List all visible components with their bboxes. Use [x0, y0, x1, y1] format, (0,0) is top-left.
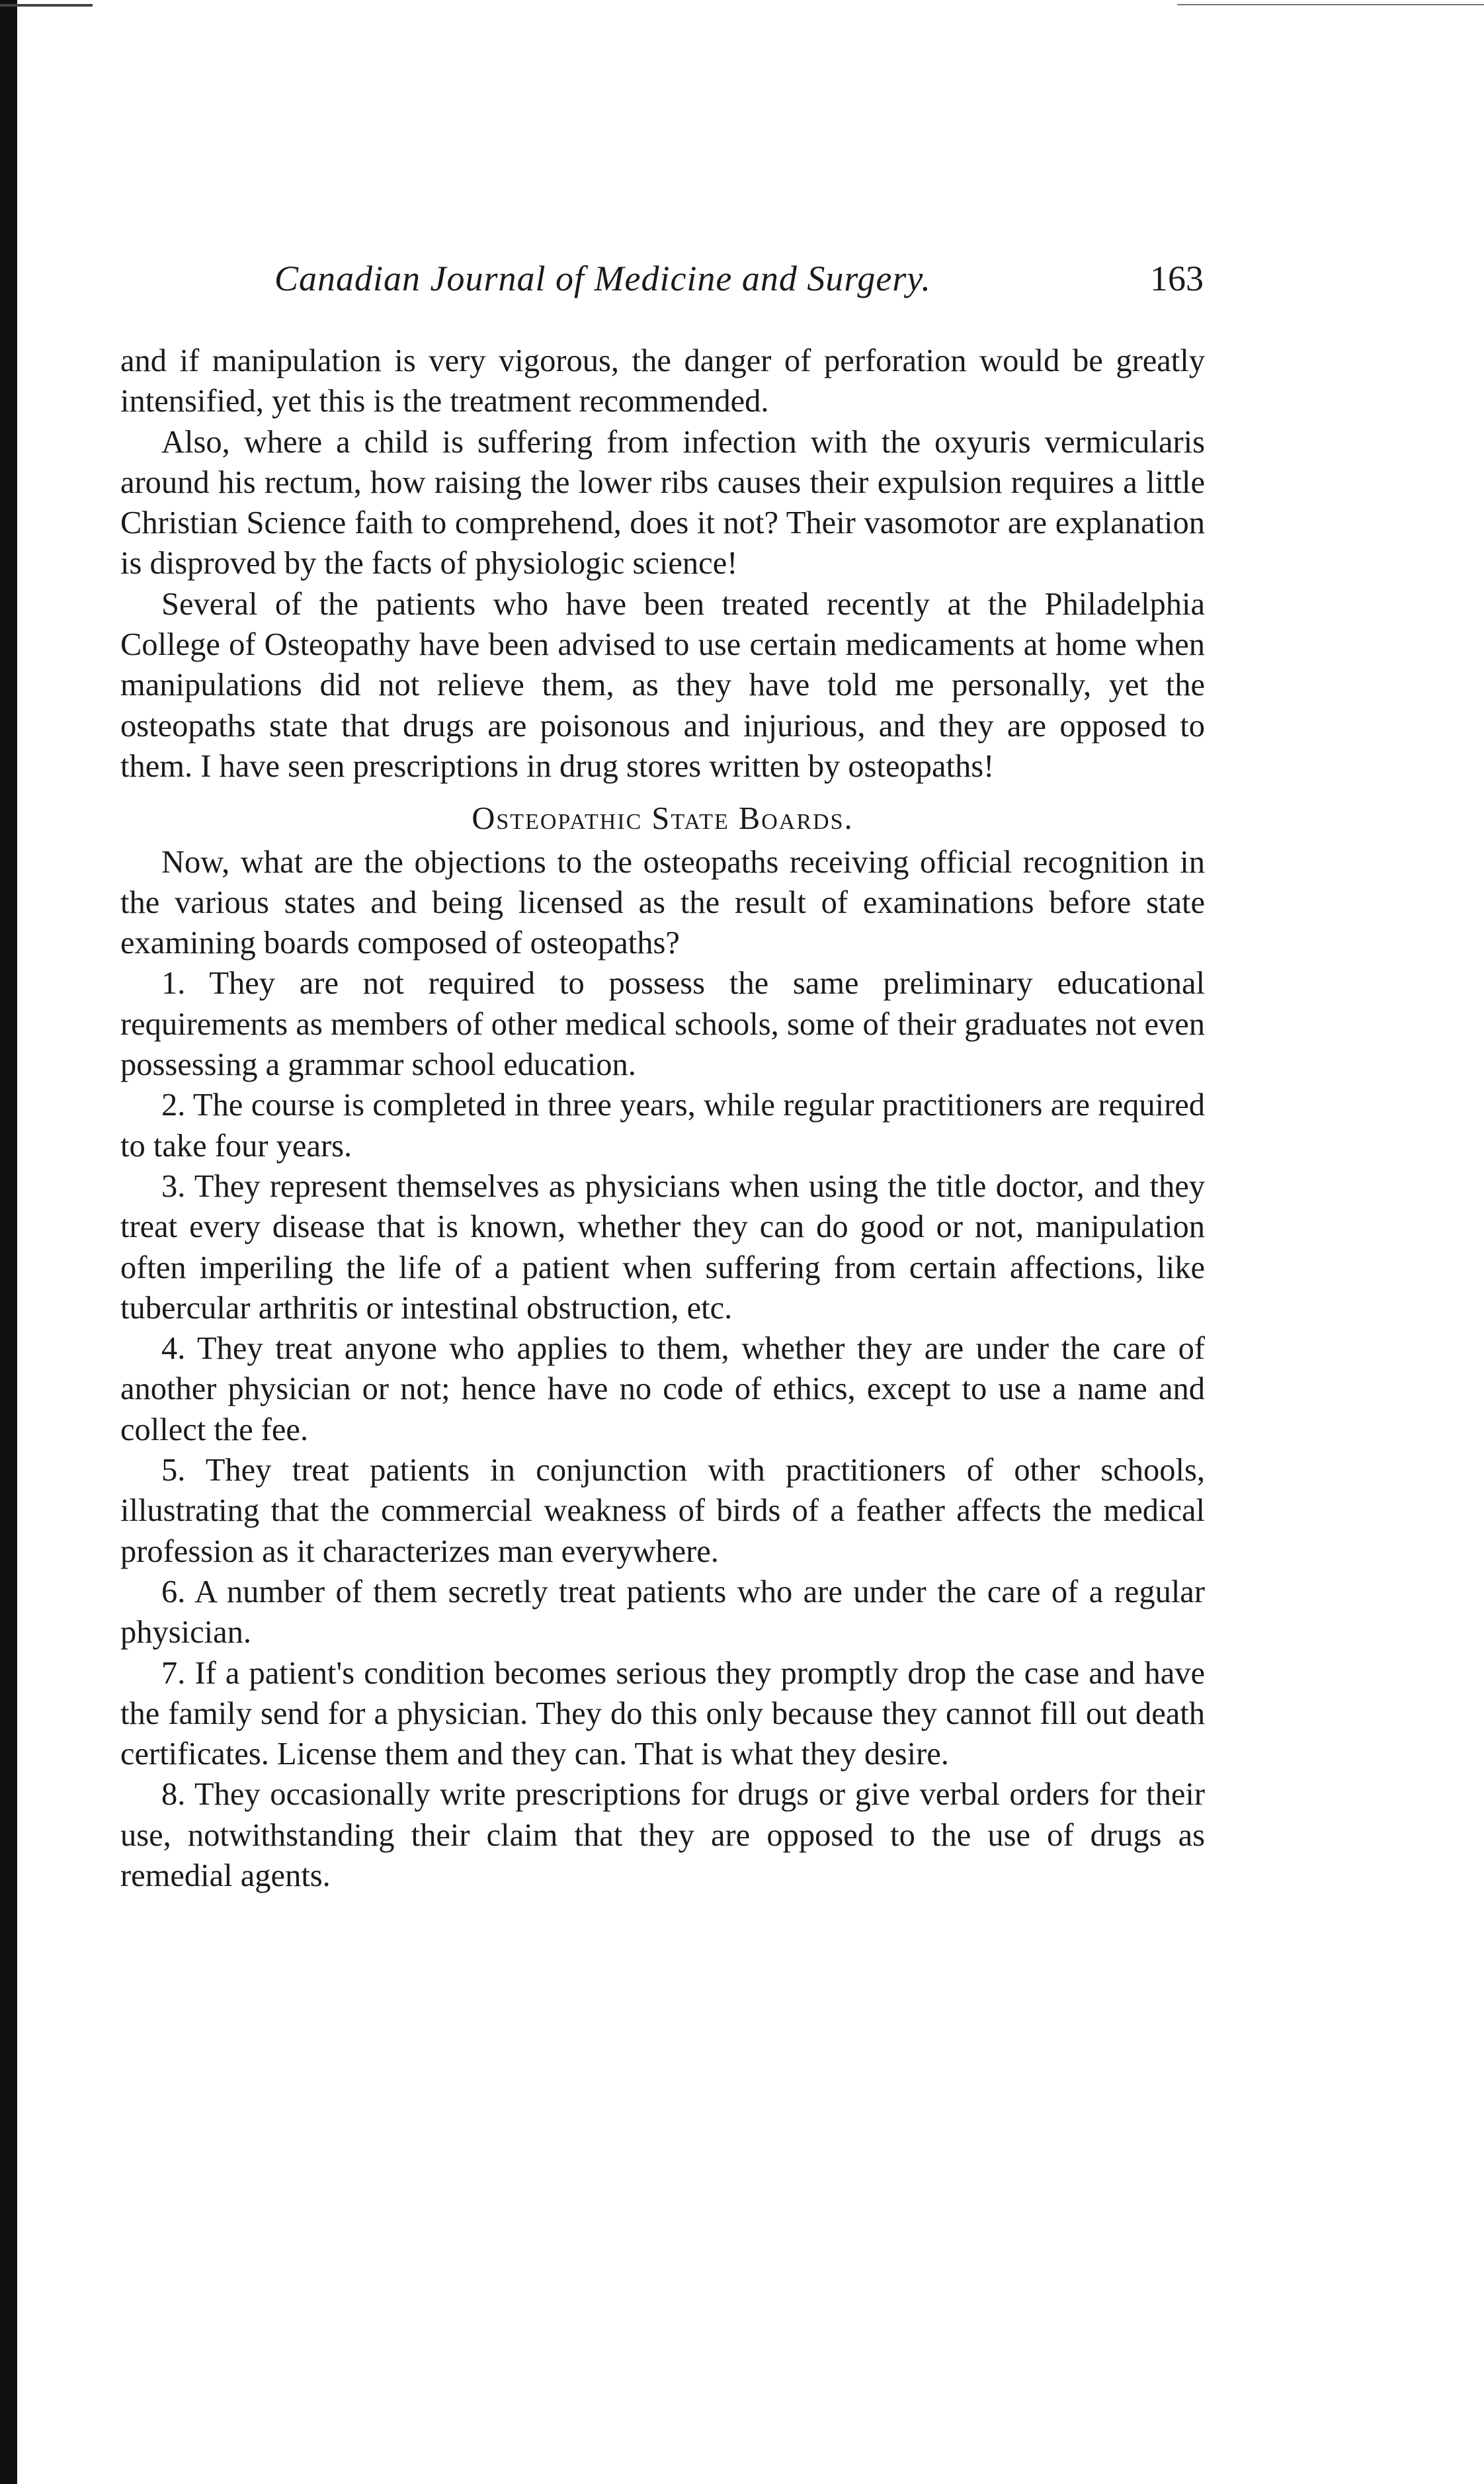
paragraph-philadelphia: Several of the patients who have been treated recently at the Philadelphia College of Osteopathy have been advised to use certain medicaments at home when manipulations did not relieve them, as they have told me personally, yet the osteopaths state that drugs are poisonous and injurious, and they are opposed to them. I have seen prescriptions in drug stores written by osteopaths!: [120, 586, 1205, 784]
paragraph-objections: Now, what are the objections to the osteopaths receiving official recognition in the various states and being licensed as the result of examinations before state examining boards composed of osteopaths?: [120, 844, 1205, 961]
top-rule-right: [1177, 4, 1484, 5]
list-item-4: 4. They treat anyone who applies to them, whether they are under the care of another physician or not; hence have no code of ethics, except to use a name and collect the fee.: [120, 1331, 1205, 1447]
list-item-3: 3. They represent themselves as physicians when using the title doctor, and they treat every disease that is known, whether they can do good or not, manipulation often imperiling the life of a patient when suffering from certain affections, like tubercular arthritis or intestinal obstruction, etc.: [120, 1168, 1205, 1326]
paragraph-continued: and if manipulation is very vigorous, the danger of perforation would be greatly intensified, yet this is the treatment recommended.: [120, 343, 1205, 419]
page-number: 163: [1150, 259, 1204, 298]
list-item-8: 8. They occasionally write prescriptions for drugs or give verbal orders for their use, notwithstanding their claim that they are opposed to the use of drugs as remedial agents.: [120, 1777, 1205, 1893]
list-item-5: 5. They treat patients in conjunction with practitioners of other schools, illustrating that the commercial weakness of birds of a feather affects the medical profession as it characterizes man everywhere.: [120, 1453, 1205, 1569]
journal-title: Canadian Journal of Medicine and Surgery.: [274, 259, 931, 298]
list-item-2: 2. The course is completed in three years, while regular practitioners are required to take four years.: [120, 1088, 1205, 1164]
list-item-1: 1. They are not required to possess the same preliminary educational requirements as members of other medical schools, some of their graduates not even possessing a grammar school education.: [120, 966, 1205, 1083]
section-heading: Osteopathic State Boards.: [472, 801, 854, 837]
paragraph-oxyuris: Also, where a child is suffering from infection with the oxyuris vermicularis around his rectum, how raising the lower ribs causes their expulsion requires a little Christian Science faith to comprehend, does it not? Their vasomotor are explanation is disproved by the facts of physiologic science!: [120, 424, 1205, 581]
page-body: [120, 341, 1205, 1896]
top-rule-left: [0, 4, 93, 7]
list-item-6: 6. A number of them secretly treat patients who are under the care of a regular physician.: [120, 1574, 1205, 1650]
binding-edge: [0, 0, 17, 2484]
running-header: [132, 258, 1204, 304]
list-item-7: 7. If a patient's condition becomes serious they promptly drop the case and have the family send for a physician. They do this only because they cannot fill out death certificates. License them and they can. That is what they desire.: [120, 1655, 1205, 1772]
